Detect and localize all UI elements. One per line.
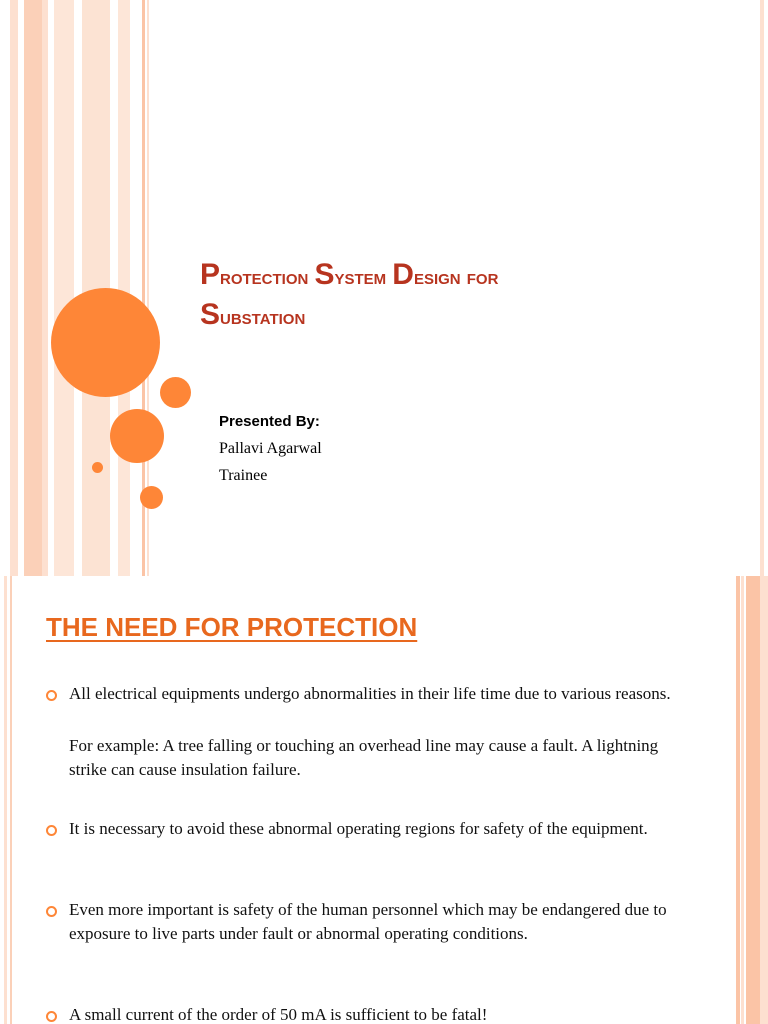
- decorative-circle: [140, 486, 163, 509]
- presenter-role: Trainee: [219, 467, 268, 484]
- decorative-circle: [160, 377, 191, 408]
- decorative-strip: [760, 0, 764, 576]
- bullet-item: Even more important is safety of the human personnel which may be endangered due to exposure to live parts under fault or abnormal operating conditions.: [69, 900, 667, 943]
- content-slide: [0, 576, 768, 1024]
- example-paragraph: For example: A tree falling or touching an overhead line may cause a fault. A lightning strike can cause insulation failure.: [69, 736, 659, 779]
- title-text: D: [392, 258, 414, 291]
- decorative-circle: [110, 409, 164, 463]
- presented-by-label: Presented By:: [219, 413, 320, 430]
- title-text: esign for: [413, 264, 499, 289]
- bullet-circle-icon: [46, 906, 57, 917]
- slide-title: [200, 256, 740, 336]
- decorative-strip: [24, 0, 42, 576]
- bullet-item: A small current of the order of 50 mA is sufficient to be fatal!: [69, 1005, 488, 1024]
- decorative-circle: [51, 288, 160, 397]
- decorative-strip: [746, 576, 760, 1024]
- decorative-strip: [10, 0, 18, 576]
- title-text: ystem: [334, 264, 393, 289]
- decorative-strip: [54, 0, 74, 576]
- bullet-item: It is necessary to avoid these abnormal operating regions for safety of the equipment.: [69, 819, 648, 838]
- title-text: ubstation: [220, 304, 306, 329]
- bullet-circle-icon: [46, 690, 57, 701]
- bullet-circle-icon: [46, 1011, 57, 1022]
- decorative-circle: [92, 462, 103, 473]
- decorative-strip: [4, 576, 7, 1024]
- decorative-strip: [118, 0, 130, 576]
- decorative-strip: [42, 0, 48, 576]
- slide-heading: THE NEED FOR PROTECTION: [46, 612, 418, 642]
- decorative-strip: [741, 576, 744, 1024]
- decorative-strip: [736, 576, 740, 1024]
- title-text: S: [314, 258, 335, 291]
- title-text: S: [200, 298, 221, 331]
- bullet-item: All electrical equipments undergo abnormalities in their life time due to various reasons.: [69, 684, 671, 703]
- decorative-strip: [10, 576, 12, 1024]
- title-text: P: [200, 258, 221, 291]
- bullet-circle-icon: [46, 825, 57, 836]
- decorative-strip: [760, 576, 768, 1024]
- title-text: rotection: [220, 264, 315, 289]
- presenter-name: Pallavi Agarwal: [219, 440, 322, 457]
